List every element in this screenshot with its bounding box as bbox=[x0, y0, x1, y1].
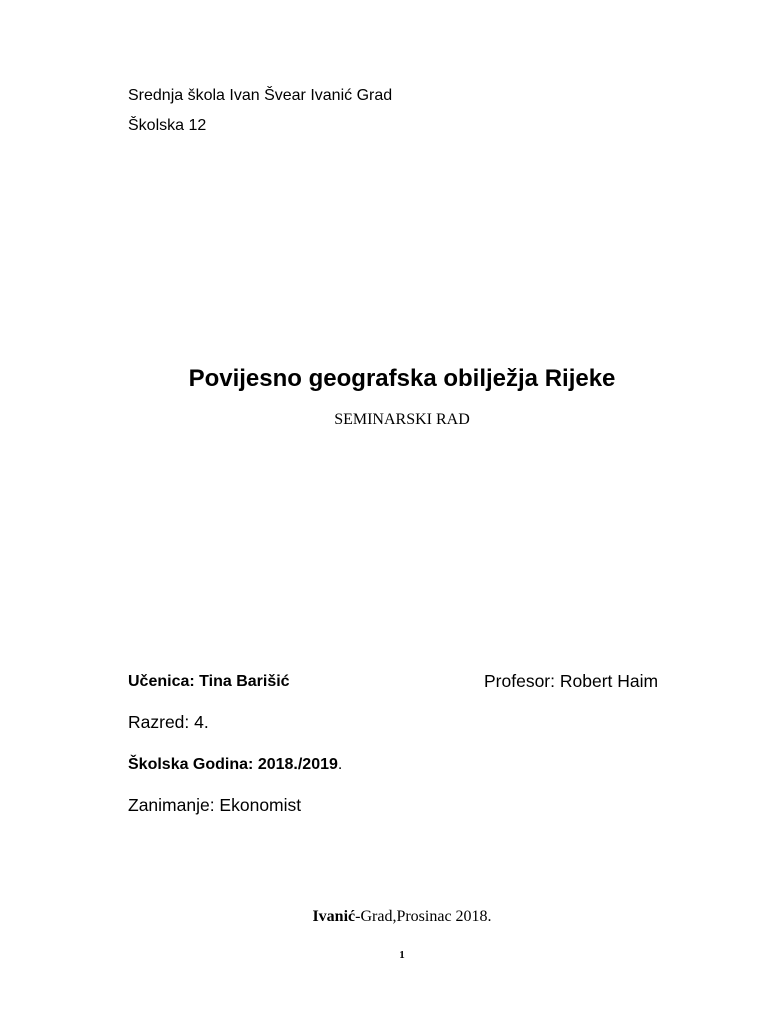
school-year-period: . bbox=[337, 756, 343, 773]
school-year-value: Školska Godina: 2018./2019 bbox=[128, 756, 338, 773]
page-number: 1 bbox=[399, 949, 405, 961]
grade-line: Razred: 4. bbox=[128, 712, 209, 732]
place-name: Ivanić bbox=[312, 908, 356, 925]
place-date-line bbox=[0, 909, 768, 925]
professor-line: Profesor: Robert Haim bbox=[484, 671, 659, 691]
place-date-text: -Grad,Prosinac 2018. bbox=[355, 908, 492, 925]
document-subtitle: SEMINARSKI RAD bbox=[334, 411, 470, 428]
student-line bbox=[128, 674, 290, 690]
school-address: Školska 12 bbox=[128, 117, 207, 134]
document-title: Povijesno geografska obilježja Rijeke bbox=[188, 365, 616, 392]
school-name: Srednja škola Ivan Švear Ivanić Grad bbox=[128, 87, 393, 104]
school-year-line bbox=[128, 757, 342, 773]
occupation-line: Zanimanje: Ekonomist bbox=[128, 795, 302, 815]
student-name: Učenica: Tina Barišić bbox=[128, 673, 290, 690]
